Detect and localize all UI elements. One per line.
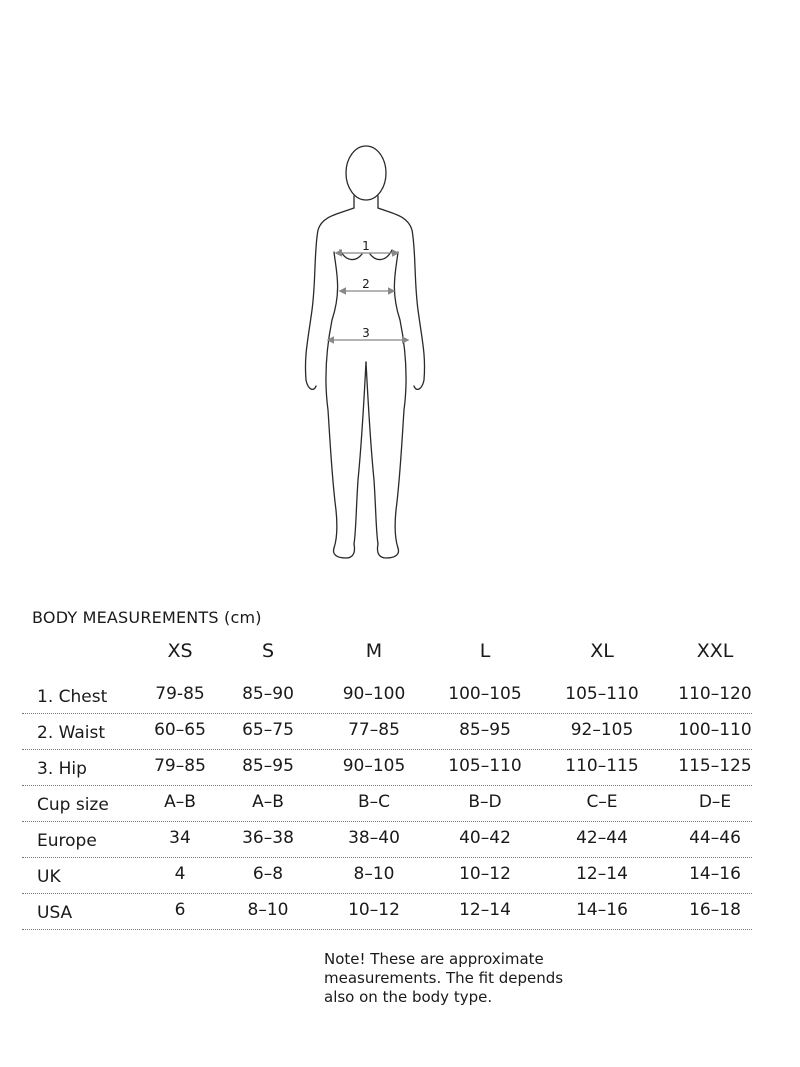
marker-1: 1 xyxy=(362,239,370,253)
table-cell: 34 xyxy=(169,828,191,848)
table-cell: 110–115 xyxy=(565,756,639,776)
table-cell: 85–95 xyxy=(459,720,511,740)
table-cell: 105–110 xyxy=(565,684,639,704)
table-cell: 79–85 xyxy=(154,756,206,776)
row-label: 2. Waist xyxy=(37,723,106,743)
table-cell: 40–42 xyxy=(459,828,511,848)
table-cell: 4 xyxy=(174,864,186,884)
table-cell: 100–105 xyxy=(448,684,522,704)
size-header-xl: XL xyxy=(590,640,614,662)
table-row-chest xyxy=(22,677,752,714)
marker-2: 2 xyxy=(362,277,370,291)
table-cell: 36–38 xyxy=(242,828,294,848)
table-cell: D–E xyxy=(698,792,732,812)
row-label: 3. Hip xyxy=(37,759,87,779)
table-cell: C–E xyxy=(586,792,618,812)
table-heading: BODY MEASUREMENTS (cm) xyxy=(32,608,262,627)
table-cell: 90–105 xyxy=(342,756,406,776)
note-line: measurements. The fit depends xyxy=(324,969,564,987)
table-cell: 42–44 xyxy=(576,828,628,848)
table-cell: 77–85 xyxy=(348,720,400,740)
note-line: Note! These are approximate xyxy=(324,950,544,968)
size-header-xxl: XXL xyxy=(696,640,734,662)
table-cell: 10–12 xyxy=(459,864,511,884)
table-row-uk xyxy=(22,857,752,894)
table-cell: 10–12 xyxy=(348,900,400,920)
table-cell: 115–125 xyxy=(678,756,752,776)
table-cell: B–C xyxy=(357,792,391,812)
row-label: 1. Chest xyxy=(37,687,108,707)
table-cell: 12–14 xyxy=(459,900,511,920)
table-cell: A–B xyxy=(252,792,284,812)
table-row-hip xyxy=(22,749,752,786)
table-cell: 90–100 xyxy=(342,684,406,704)
body-figure-illustration xyxy=(290,140,450,570)
size-header-l: L xyxy=(479,640,491,662)
table-row-usa xyxy=(22,893,752,930)
marker-3: 3 xyxy=(362,326,370,340)
row-label: UK xyxy=(37,867,61,887)
table-cell: 79-85 xyxy=(155,684,205,704)
size-header-xs: XS xyxy=(167,640,193,662)
table-cell: 6 xyxy=(174,900,186,920)
table-cell: 14–16 xyxy=(576,900,628,920)
table-cell: B–D xyxy=(468,792,502,812)
table-cell: 8–10 xyxy=(247,900,289,920)
row-label: Cup size xyxy=(37,795,109,815)
table-cell: 65–75 xyxy=(242,720,294,740)
row-label: Europe xyxy=(37,831,97,851)
table-cell: 105–110 xyxy=(448,756,522,776)
table-row-cup-size xyxy=(22,785,752,822)
table-cell: 85–95 xyxy=(242,756,294,776)
table-cell: 38–40 xyxy=(348,828,400,848)
table-row-waist xyxy=(22,713,752,750)
table-cell: 16–18 xyxy=(689,900,741,920)
table-cell: 92–105 xyxy=(570,720,634,740)
table-cell: 100–110 xyxy=(678,720,752,740)
size-header-m: M xyxy=(365,640,383,662)
table-row-europe xyxy=(22,821,752,858)
table-cell: 85–90 xyxy=(242,684,294,704)
table-cell: 110–120 xyxy=(678,684,752,704)
table-cell: 44–46 xyxy=(689,828,741,848)
table-cell: 12–14 xyxy=(576,864,628,884)
fit-note xyxy=(324,950,584,1007)
note-line: also on the body type. xyxy=(324,988,493,1006)
table-cell: 14–16 xyxy=(689,864,741,884)
size-header-s: S xyxy=(261,640,275,662)
table-cell: A–B xyxy=(164,792,196,812)
table-cell: 6–8 xyxy=(252,864,284,884)
table-cell: 60–65 xyxy=(154,720,206,740)
row-label: USA xyxy=(37,903,73,923)
table-cell: 8–10 xyxy=(353,864,395,884)
body-outline xyxy=(305,146,424,558)
